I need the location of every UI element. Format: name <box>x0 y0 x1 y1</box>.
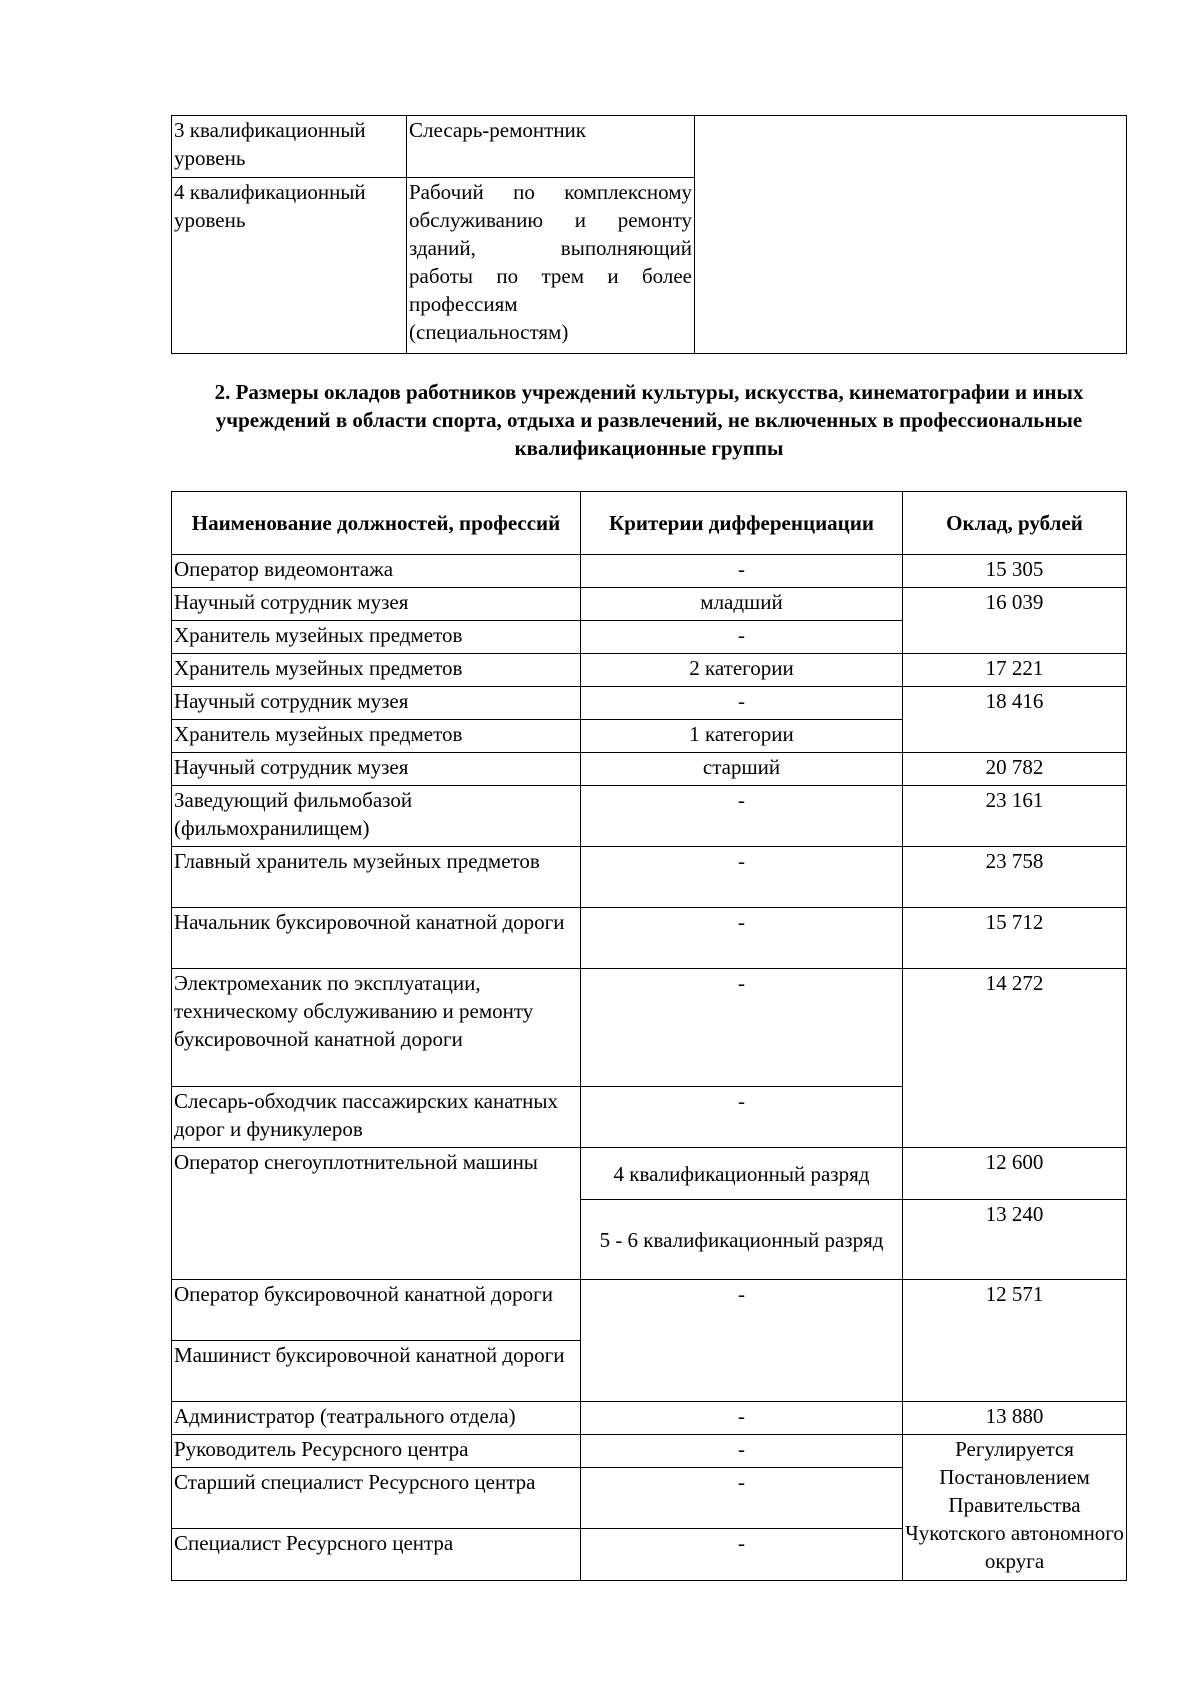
name-cell: Оператор снегоуплотнительной машины <box>172 1148 581 1280</box>
position-cell: Слесарь-ремонтник <box>407 116 695 178</box>
empty-cell <box>695 116 1127 354</box>
criteria-cell: - <box>581 1280 903 1402</box>
level-cell: 3 квалификационный уровень <box>172 116 407 178</box>
criteria-cell: - <box>581 555 903 588</box>
salary-cell: Регулируется Постановлением Правительства Чукотского автономного округа <box>903 1435 1127 1581</box>
criteria-cell: - <box>581 847 903 908</box>
position-line: (специальностям) <box>409 320 569 344</box>
name-cell: Оператор буксировочной канатной дороги <box>172 1280 581 1341</box>
section-title: 2. Размеры окладов работников учреждений культуры, искусства, кинематографии и иных учреждений в области спорта, отдыха и развлечений, не включенных в профессиональные квалификационные группы <box>214 380 1084 460</box>
salary-cell: 23 758 <box>903 847 1127 908</box>
table-row <box>172 555 1127 588</box>
table-row <box>172 116 1127 178</box>
salary-cell: 15 712 <box>903 908 1127 969</box>
table-row <box>172 969 1127 1087</box>
salary-cell: 14 272 <box>903 969 1127 1148</box>
salary-cell: 12 600 <box>903 1148 1127 1200</box>
criteria-cell: младший <box>581 588 903 621</box>
criteria-cell: - <box>581 687 903 720</box>
position-line: Рабочий по комплексному <box>409 180 692 204</box>
table-row <box>172 1280 1127 1341</box>
salary-cell: 23 161 <box>903 786 1127 847</box>
name-cell: Научный сотрудник музея <box>172 588 581 621</box>
table-row <box>172 847 1127 908</box>
name-cell: Электромеханик по эксплуатации, техническому обслуживанию и ремонту буксировочной канатной дороги <box>172 969 581 1087</box>
name-cell: Главный хранитель музейных предметов <box>172 847 581 908</box>
name-cell: Машинист буксировочной канатной дороги <box>172 1341 581 1402</box>
name-cell: Научный сотрудник музея <box>172 687 581 720</box>
name-cell: Хранитель музейных предметов <box>172 720 581 753</box>
table-row <box>172 588 1127 621</box>
table-row <box>172 786 1127 847</box>
position-line: профессиям <box>409 292 518 316</box>
salary-cell: 13 240 <box>903 1200 1127 1280</box>
criteria-cell: старший <box>581 753 903 786</box>
salary-cell: 17 221 <box>903 654 1127 687</box>
table-row <box>172 753 1127 786</box>
criteria-cell: - <box>581 969 903 1087</box>
name-cell: Начальник буксировочной канатной дороги <box>172 908 581 969</box>
criteria-cell: - <box>581 1468 903 1529</box>
table-row <box>172 1148 1127 1200</box>
position-line: работы по трем и более <box>409 264 692 288</box>
table-header-row <box>172 492 1127 555</box>
criteria-cell: 4 квалификационный разряд <box>581 1148 903 1200</box>
criteria-cell: - <box>581 1435 903 1468</box>
name-cell: Старший специалист Ресурсного центра <box>172 1468 581 1529</box>
criteria-cell: - <box>581 621 903 654</box>
salary-cell: 18 416 <box>903 687 1127 753</box>
header-criteria: Критерии дифференциации <box>581 492 903 555</box>
name-cell: Оператор видеомонтажа <box>172 555 581 588</box>
criteria-cell: - <box>581 1402 903 1435</box>
salary-cell: 20 782 <box>903 753 1127 786</box>
criteria-cell: 2 категории <box>581 654 903 687</box>
header-name: Наименование должностей, профессий <box>172 492 581 555</box>
table-row <box>172 908 1127 969</box>
table-row <box>172 654 1127 687</box>
salary-table <box>171 491 1127 1581</box>
position-line: зданий, выполняющий <box>409 236 692 260</box>
salary-cell: 16 039 <box>903 588 1127 654</box>
name-cell: Хранитель музейных предметов <box>172 654 581 687</box>
criteria-cell: - <box>581 1087 903 1148</box>
salary-cell: 13 880 <box>903 1402 1127 1435</box>
header-salary: Оклад, рублей <box>903 492 1127 555</box>
position-cell <box>407 178 695 354</box>
name-cell: Специалист Ресурсного центра <box>172 1529 581 1581</box>
level-cell: 4 квалификационный уровень <box>172 178 407 354</box>
name-cell: Научный сотрудник музея <box>172 753 581 786</box>
name-cell: Заведующий фильмобазой (фильмохранилищем) <box>172 786 581 847</box>
salary-cell: 15 305 <box>903 555 1127 588</box>
criteria-cell: - <box>581 1529 903 1581</box>
criteria-cell: 5 - 6 квалификационный разряд <box>581 1200 903 1280</box>
criteria-cell: 1 категории <box>581 720 903 753</box>
criteria-cell: - <box>581 908 903 969</box>
table-row <box>172 687 1127 720</box>
name-cell: Руководитель Ресурсного центра <box>172 1435 581 1468</box>
name-cell: Хранитель музейных предметов <box>172 621 581 654</box>
position-line: обслуживанию и ремонту <box>409 208 692 232</box>
table-row <box>172 1435 1127 1468</box>
qualification-levels-table <box>171 115 1127 354</box>
name-cell: Слесарь-обходчик пассажирских канатных дорог и фуникулеров <box>172 1087 581 1148</box>
name-cell: Администратор (театрального отдела) <box>172 1402 581 1435</box>
table-row <box>172 1402 1127 1435</box>
salary-cell: 12 571 <box>903 1280 1127 1402</box>
criteria-cell: - <box>581 786 903 847</box>
